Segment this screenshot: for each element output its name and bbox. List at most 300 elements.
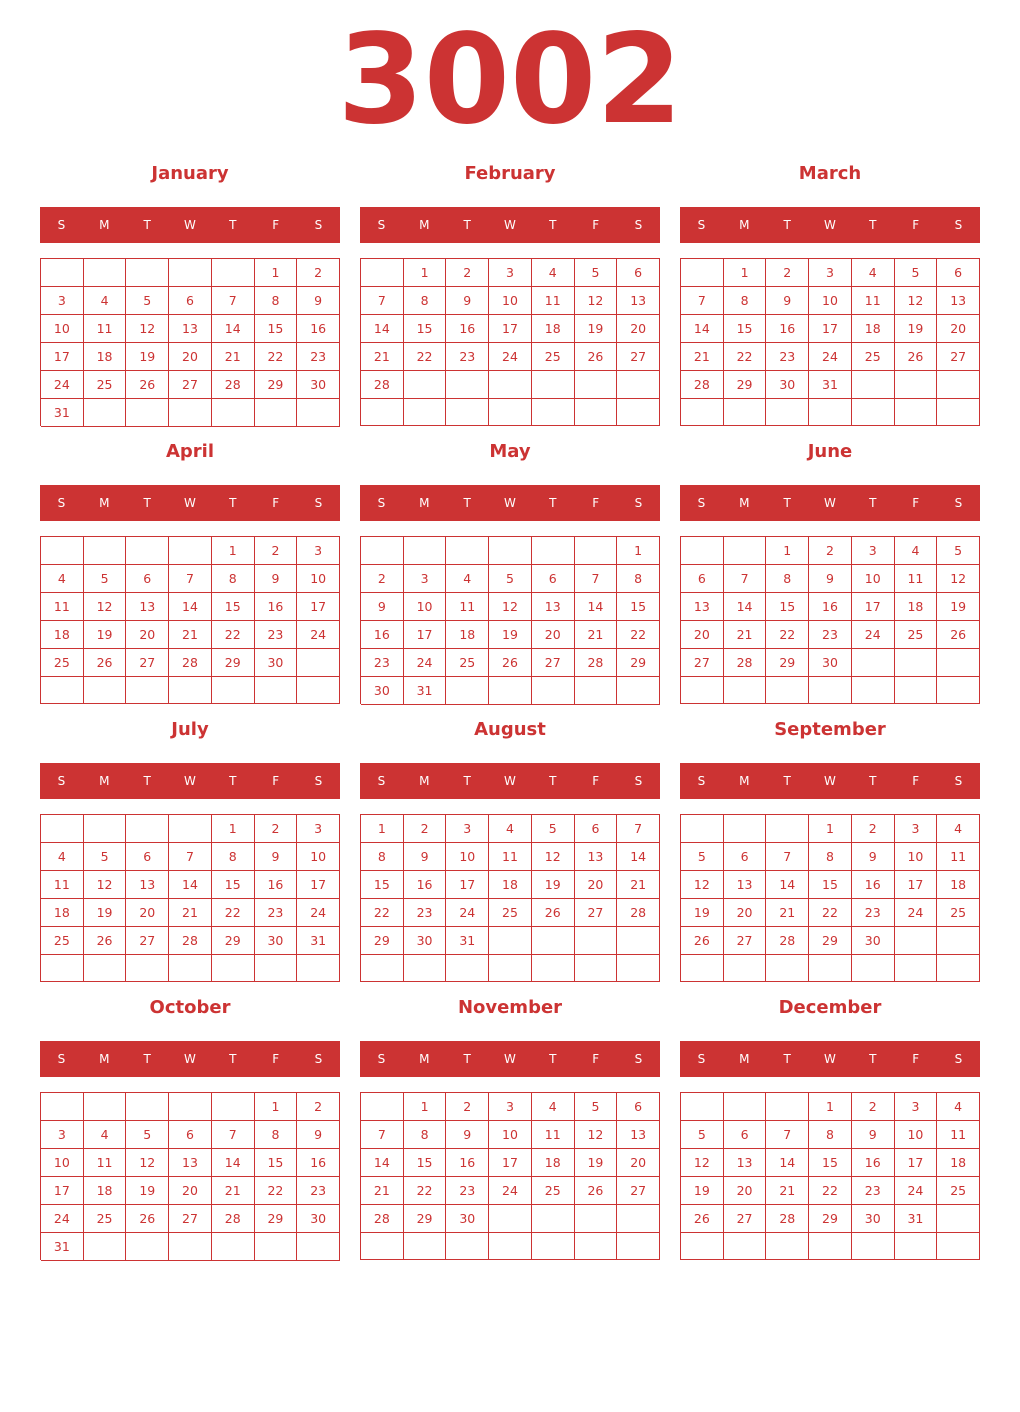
day-cell: 22 [809,899,852,927]
weekday-label: T [143,1052,151,1066]
day-cell: 10 [809,287,852,315]
weekday-label: S [697,774,706,788]
empty-day-cell [724,537,767,565]
month-name: September [774,719,886,740]
day-cell: 24 [41,371,84,399]
day-cell: 13 [681,593,724,621]
empty-day-cell [937,677,980,704]
empty-day-cell [297,955,340,982]
empty-day-cell [852,955,895,982]
weekday-label: F [272,1052,280,1066]
day-cell: 2 [766,259,809,287]
day-cell: 10 [404,593,447,621]
day-cell: 7 [212,287,255,315]
day-cell: 20 [126,621,169,649]
empty-day-cell [126,1233,169,1261]
empty-day-cell [681,815,724,843]
day-cell: 27 [169,1205,212,1233]
empty-day-cell [84,1093,127,1121]
day-cell: 17 [297,593,340,621]
day-cell: 13 [126,871,169,899]
weekday-label: M [739,1052,750,1066]
empty-day-cell [126,399,169,427]
day-cell: 30 [404,927,447,955]
day-cell: 27 [126,649,169,677]
day-cell: 27 [532,649,575,677]
day-cell: 31 [446,927,489,955]
day-cell: 8 [361,843,404,871]
day-cell: 1 [809,1093,852,1121]
day-cell: 10 [41,315,84,343]
empty-day-cell [446,537,489,565]
day-cell: 14 [766,871,809,899]
day-cell: 8 [404,1121,447,1149]
weekday-label: F [272,774,280,788]
empty-day-cell [895,955,938,982]
day-grid [360,536,660,704]
day-cell: 28 [617,899,660,927]
day-cell: 16 [297,315,340,343]
day-cell: 22 [361,899,404,927]
day-cell: 8 [766,565,809,593]
day-cell: 28 [361,1205,404,1233]
empty-day-cell [84,815,127,843]
empty-day-cell [361,259,404,287]
month-june [680,437,980,705]
day-cell: 19 [84,621,127,649]
weekday-label: S [954,218,963,232]
month-name: April [165,441,215,462]
empty-day-cell [446,1233,489,1260]
day-cell: 27 [724,1205,767,1233]
day-cell: 10 [895,843,938,871]
month-july [40,715,340,983]
empty-day-cell [169,1233,212,1261]
empty-day-cell [41,537,84,565]
weekday-label: T [143,774,151,788]
day-cell: 29 [255,1205,298,1233]
day-cell: 17 [489,315,532,343]
empty-day-cell [617,677,660,705]
weekday-label: S [697,218,706,232]
day-cell: 6 [724,843,767,871]
day-cell: 7 [617,815,660,843]
empty-day-cell [212,677,255,704]
day-cell: 18 [446,621,489,649]
day-cell: 18 [84,1177,127,1205]
day-cell: 6 [937,259,980,287]
day-cell: 4 [41,843,84,871]
weekday-label: M [99,774,110,788]
month-name: February [464,163,556,184]
day-cell: 8 [212,565,255,593]
day-cell: 5 [895,259,938,287]
day-cell: 18 [852,315,895,343]
empty-day-cell [84,259,127,287]
day-cell: 29 [404,1205,447,1233]
day-cell: 22 [809,1177,852,1205]
weekday-header [40,485,340,521]
day-cell: 25 [84,371,127,399]
empty-day-cell [852,371,895,399]
empty-day-cell [446,677,489,705]
day-cell: 23 [852,1177,895,1205]
day-cell: 26 [937,621,980,649]
empty-day-cell [809,677,852,704]
day-cell: 19 [126,343,169,371]
day-cell: 16 [361,621,404,649]
day-cell: 1 [617,537,660,565]
empty-day-cell [126,537,169,565]
day-cell: 22 [212,899,255,927]
empty-day-cell [724,677,767,704]
day-cell: 9 [446,1121,489,1149]
day-cell: 10 [297,843,340,871]
day-cell: 16 [446,1149,489,1177]
empty-day-cell [617,955,660,982]
day-cell: 12 [84,871,127,899]
empty-day-cell [575,1233,618,1260]
day-cell: 8 [255,287,298,315]
weekday-header [680,763,980,799]
weekday-header [40,1041,340,1077]
day-cell: 20 [617,315,660,343]
day-cell: 19 [575,1149,618,1177]
weekday-label: W [504,774,516,788]
month-september [680,715,980,983]
day-cell: 5 [532,815,575,843]
day-cell: 16 [404,871,447,899]
weekday-label: S [57,496,66,510]
weekday-label: M [419,1052,430,1066]
day-cell: 28 [212,371,255,399]
empty-day-cell [84,1233,127,1261]
day-cell: 19 [575,315,618,343]
day-cell: 24 [852,621,895,649]
day-cell: 18 [532,315,575,343]
day-grid [680,258,980,426]
day-cell: 1 [724,259,767,287]
day-cell: 12 [84,593,127,621]
day-grid [360,258,660,426]
day-cell: 17 [489,1149,532,1177]
month-october [40,993,340,1261]
day-cell: 7 [575,565,618,593]
empty-day-cell [361,955,404,982]
day-cell: 1 [404,259,447,287]
day-cell: 16 [446,315,489,343]
day-cell: 17 [895,1149,938,1177]
weekday-label: F [592,774,600,788]
day-cell: 7 [169,843,212,871]
day-cell: 30 [809,649,852,677]
day-cell: 19 [681,899,724,927]
day-cell: 25 [852,343,895,371]
day-cell: 24 [489,1177,532,1205]
empty-day-cell [809,399,852,426]
day-cell: 12 [937,565,980,593]
empty-day-cell [852,1233,895,1260]
empty-day-cell [361,1093,404,1121]
day-cell: 14 [361,1149,404,1177]
day-cell: 21 [212,343,255,371]
day-cell: 10 [489,1121,532,1149]
day-cell: 10 [852,565,895,593]
month-april [40,437,340,705]
day-cell: 29 [212,927,255,955]
day-grid [360,1092,660,1260]
weekday-label: W [504,1052,516,1066]
weekday-header [360,207,660,243]
weekday-header [360,485,660,521]
empty-day-cell [724,399,767,426]
day-cell: 21 [575,621,618,649]
day-cell: 13 [724,1149,767,1177]
empty-day-cell [489,399,532,426]
day-cell: 9 [255,565,298,593]
weekday-label: M [99,1052,110,1066]
day-cell: 14 [212,1149,255,1177]
day-cell: 18 [937,871,980,899]
day-cell: 28 [212,1205,255,1233]
empty-day-cell [212,1233,255,1261]
day-cell: 28 [724,649,767,677]
day-cell: 31 [41,1233,84,1261]
day-cell: 29 [361,927,404,955]
empty-day-cell [617,927,660,955]
day-cell: 18 [895,593,938,621]
day-cell: 13 [126,593,169,621]
empty-day-cell [41,815,84,843]
day-cell: 26 [489,649,532,677]
month-name: March [798,163,862,184]
empty-day-cell [489,677,532,705]
empty-day-cell [681,955,724,982]
day-cell: 4 [489,815,532,843]
day-cell: 2 [809,537,852,565]
weekday-label: T [549,1052,557,1066]
day-cell: 22 [766,621,809,649]
day-cell: 28 [169,927,212,955]
weekday-label: T [549,218,557,232]
day-cell: 14 [361,315,404,343]
day-cell: 1 [212,815,255,843]
empty-day-cell [766,677,809,704]
month-november [360,993,660,1261]
empty-day-cell [681,1093,724,1121]
weekday-label: T [463,774,471,788]
day-cell: 15 [766,593,809,621]
empty-day-cell [681,1233,724,1260]
weekday-label: T [869,774,877,788]
empty-day-cell [617,371,660,399]
weekday-label: S [634,1052,643,1066]
day-cell: 28 [766,927,809,955]
day-cell: 8 [724,287,767,315]
day-cell: 6 [724,1121,767,1149]
day-cell: 20 [126,899,169,927]
day-cell: 19 [84,899,127,927]
day-cell: 8 [809,1121,852,1149]
day-cell: 25 [937,1177,980,1205]
empty-day-cell [766,815,809,843]
empty-day-cell [532,537,575,565]
day-cell: 21 [169,899,212,927]
day-cell: 9 [255,843,298,871]
day-cell: 19 [937,593,980,621]
day-cell: 29 [617,649,660,677]
weekday-header [40,763,340,799]
day-cell: 21 [766,1177,809,1205]
day-cell: 22 [404,343,447,371]
day-cell: 9 [297,1121,340,1149]
weekday-label: M [739,774,750,788]
day-cell: 13 [937,287,980,315]
day-cell: 16 [766,315,809,343]
day-cell: 3 [297,815,340,843]
day-cell: 11 [84,315,127,343]
day-cell: 7 [169,565,212,593]
day-cell: 1 [766,537,809,565]
day-cell: 29 [724,371,767,399]
weekday-label: F [592,496,600,510]
day-cell: 13 [724,871,767,899]
day-cell: 18 [937,1149,980,1177]
weekday-label: T [143,496,151,510]
weekday-label: T [549,496,557,510]
day-cell: 3 [41,287,84,315]
day-cell: 6 [617,259,660,287]
weekday-label: T [229,1052,237,1066]
day-cell: 3 [809,259,852,287]
day-cell: 26 [575,343,618,371]
empty-day-cell [895,399,938,426]
day-cell: 26 [575,1177,618,1205]
empty-day-cell [575,1205,618,1233]
empty-day-cell [212,955,255,982]
weekday-label: M [419,218,430,232]
day-cell: 7 [766,1121,809,1149]
weekday-header [680,485,980,521]
day-cell: 23 [404,899,447,927]
day-cell: 5 [126,287,169,315]
empty-day-cell [937,1205,980,1233]
weekday-label: W [184,496,196,510]
day-cell: 7 [361,287,404,315]
empty-day-cell [212,399,255,427]
empty-day-cell [575,537,618,565]
empty-day-cell [297,1233,340,1261]
day-cell: 16 [852,1149,895,1177]
day-cell: 26 [84,649,127,677]
day-cell: 13 [169,315,212,343]
day-cell: 28 [361,371,404,399]
day-cell: 11 [446,593,489,621]
empty-day-cell [724,1093,767,1121]
day-cell: 5 [937,537,980,565]
day-cell: 21 [361,343,404,371]
weekday-label: T [783,218,791,232]
day-cell: 27 [169,371,212,399]
empty-day-cell [126,955,169,982]
day-cell: 6 [532,565,575,593]
empty-day-cell [766,1093,809,1121]
day-cell: 15 [212,593,255,621]
day-cell: 11 [489,843,532,871]
day-cell: 15 [809,871,852,899]
day-cell: 30 [255,649,298,677]
day-cell: 31 [297,927,340,955]
day-cell: 29 [766,649,809,677]
day-cell: 7 [212,1121,255,1149]
day-cell: 13 [532,593,575,621]
day-grid [40,1092,340,1260]
day-cell: 11 [41,871,84,899]
day-cell: 25 [895,621,938,649]
empty-day-cell [255,955,298,982]
weekday-label: F [272,496,280,510]
day-cell: 8 [617,565,660,593]
day-cell: 1 [404,1093,447,1121]
month-december [680,993,980,1261]
day-cell: 1 [255,259,298,287]
empty-day-cell [937,399,980,426]
day-cell: 8 [404,287,447,315]
weekday-label: T [143,218,151,232]
day-cell: 28 [681,371,724,399]
empty-day-cell [404,955,447,982]
day-cell: 4 [937,815,980,843]
day-cell: 4 [84,1121,127,1149]
empty-day-cell [852,677,895,704]
day-cell: 27 [724,927,767,955]
weekday-label: W [184,774,196,788]
empty-day-cell [532,927,575,955]
day-cell: 23 [766,343,809,371]
day-cell: 5 [489,565,532,593]
day-cell: 16 [255,871,298,899]
weekday-label: S [377,496,386,510]
empty-day-cell [361,537,404,565]
weekday-header [680,207,980,243]
empty-day-cell [766,1233,809,1260]
day-cell: 7 [766,843,809,871]
weekday-header [40,207,340,243]
day-cell: 23 [255,899,298,927]
empty-day-cell [169,537,212,565]
empty-day-cell [169,259,212,287]
day-cell: 30 [852,927,895,955]
weekday-label: T [869,496,877,510]
day-cell: 26 [895,343,938,371]
empty-day-cell [489,955,532,982]
day-cell: 26 [532,899,575,927]
day-cell: 20 [575,871,618,899]
day-cell: 5 [126,1121,169,1149]
day-cell: 24 [297,621,340,649]
day-cell: 3 [895,815,938,843]
day-cell: 26 [126,1205,169,1233]
day-cell: 6 [126,565,169,593]
day-cell: 2 [446,259,489,287]
day-grid [680,536,980,704]
weekday-label: T [869,1052,877,1066]
empty-day-cell [532,399,575,426]
day-cell: 20 [169,1177,212,1205]
day-cell: 13 [575,843,618,871]
day-cell: 20 [724,1177,767,1205]
day-cell: 30 [297,1205,340,1233]
